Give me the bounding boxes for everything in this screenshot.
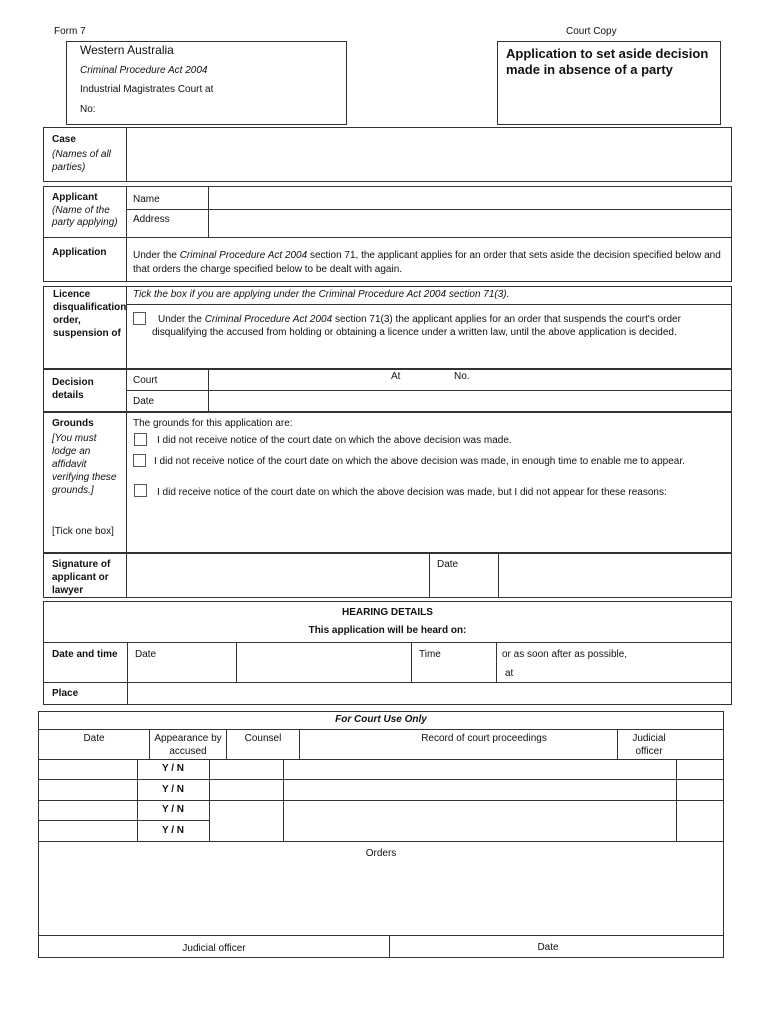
signature-date-label: Date (437, 559, 459, 570)
ground-option-1: I did not receive notice of the court date on which the above decision was made. (157, 435, 512, 446)
orders-input[interactable] (40, 862, 722, 935)
col-record: Record of court proceedings (421, 733, 547, 744)
ground-option-3: I did receive notice of the court date on which the above decision was made, but I did not appear for these reasons: (157, 487, 667, 498)
form-number: Form 7 (54, 26, 86, 37)
ground-option-1-checkbox[interactable] (134, 433, 147, 446)
signature-date-input[interactable] (500, 555, 730, 596)
hearing-date-input[interactable] (238, 643, 410, 681)
appearance-row-1[interactable]: Y / N (161, 763, 185, 774)
signature-input[interactable] (128, 555, 428, 596)
act-name: Criminal Procedure Act 2004 (80, 65, 208, 76)
hearing-asap-label: or as soon after as possible, (502, 649, 628, 660)
case-input[interactable] (128, 129, 728, 181)
col-appearance: Appearance by accused (154, 733, 222, 757)
decision-at-label: At (391, 371, 401, 382)
jurisdiction: Western Australia (80, 43, 174, 57)
court-use-section (38, 711, 724, 958)
licence-label: Licence disqualification order, suspension of (53, 289, 127, 339)
decision-label: Decision details (52, 377, 94, 401)
number-label: No: (80, 104, 96, 115)
hearing-place-label: Place (52, 688, 79, 699)
col-counsel: Counsel (244, 733, 282, 744)
ground-option-2-checkbox[interactable] (133, 454, 146, 467)
decision-court-label: Court (133, 375, 158, 386)
applicant-note: (Name of the party applying) (52, 205, 118, 229)
hearing-time-label: Time (419, 649, 441, 660)
court-use-date-label: Date (537, 942, 559, 953)
court-name: Industrial Magistrates Court at (80, 84, 214, 95)
licence-checkbox[interactable] (133, 312, 146, 325)
decision-no-label: No. (454, 371, 470, 382)
applicant-name-input[interactable] (210, 188, 730, 209)
case-section (43, 127, 732, 182)
title-box (497, 41, 721, 125)
grounds-section (43, 412, 732, 553)
grounds-intro: The grounds for this application are: (133, 418, 293, 429)
grounds-label: Grounds (52, 418, 94, 429)
decision-date-label: Date (133, 396, 155, 407)
decision-date-input[interactable] (210, 391, 730, 410)
col-date: Date (83, 733, 105, 744)
appearance-row-4[interactable]: Y / N (161, 825, 185, 836)
orders-label: Orders (365, 848, 397, 859)
applicant-label: Applicant (52, 192, 98, 203)
hearing-at-label: at (505, 668, 514, 679)
grounds-tick-note: [Tick one box] (52, 526, 114, 537)
form-title: Application to set aside decision made in absence of a party (506, 46, 709, 77)
applicant-address-input[interactable] (210, 210, 730, 237)
grounds-note: [You must lodge an affidavit verifying these grounds.] (52, 433, 117, 496)
case-note: (Names of all parties) (52, 149, 111, 173)
decision-section (43, 369, 732, 412)
licence-instruction: Tick the box if you are applying under the Criminal Procedure Act 2004 section 71(3). (133, 289, 510, 300)
licence-text: Under the Criminal Procedure Act 2004 section 71(3) the applicant applies for an order that suspends the court's order disqualifying the accused from holding or obtaining a licence under a written law, until the above application is decided. (152, 314, 681, 338)
hearing-date-label: Date (135, 649, 157, 660)
case-label: Case (52, 134, 76, 145)
court-info-box (66, 41, 347, 125)
hearing-place-input[interactable] (129, 683, 730, 703)
appearance-row-2[interactable]: Y / N (161, 784, 185, 795)
address-label: Address (133, 214, 170, 225)
court-use-heading: For Court Use Only (335, 714, 427, 725)
hearing-subheading: This application will be heard on: (308, 625, 467, 636)
licence-section (43, 286, 732, 369)
application-text: Under the Criminal Procedure Act 2004 section 71, the applicant applies for an order that sets aside the decision specified below and that orders the charge specified below to be dealt with again. (133, 250, 721, 275)
name-label: Name (133, 194, 160, 205)
application-label: Application (52, 247, 107, 258)
ground-option-3-checkbox[interactable] (134, 484, 147, 497)
hearing-section (43, 601, 732, 705)
appearance-row-3[interactable]: Y / N (161, 804, 185, 815)
ground-option-2: I did not receive notice of the court date on which the above decision was made, in enough time to enable me to appear. (154, 456, 685, 467)
hearing-datetime-label: Date and time (52, 649, 118, 660)
judicial-officer-signature-label: Judicial officer (182, 943, 246, 954)
signature-section (43, 553, 732, 598)
signature-label: Signature of applicant or lawyer (52, 559, 111, 596)
decision-court-input[interactable] (210, 371, 730, 390)
col-judicial-officer: Judicial officer (632, 733, 666, 757)
copy-label: Court Copy (566, 26, 617, 37)
hearing-heading: HEARING DETAILS (342, 607, 433, 618)
applicant-section (43, 186, 732, 282)
